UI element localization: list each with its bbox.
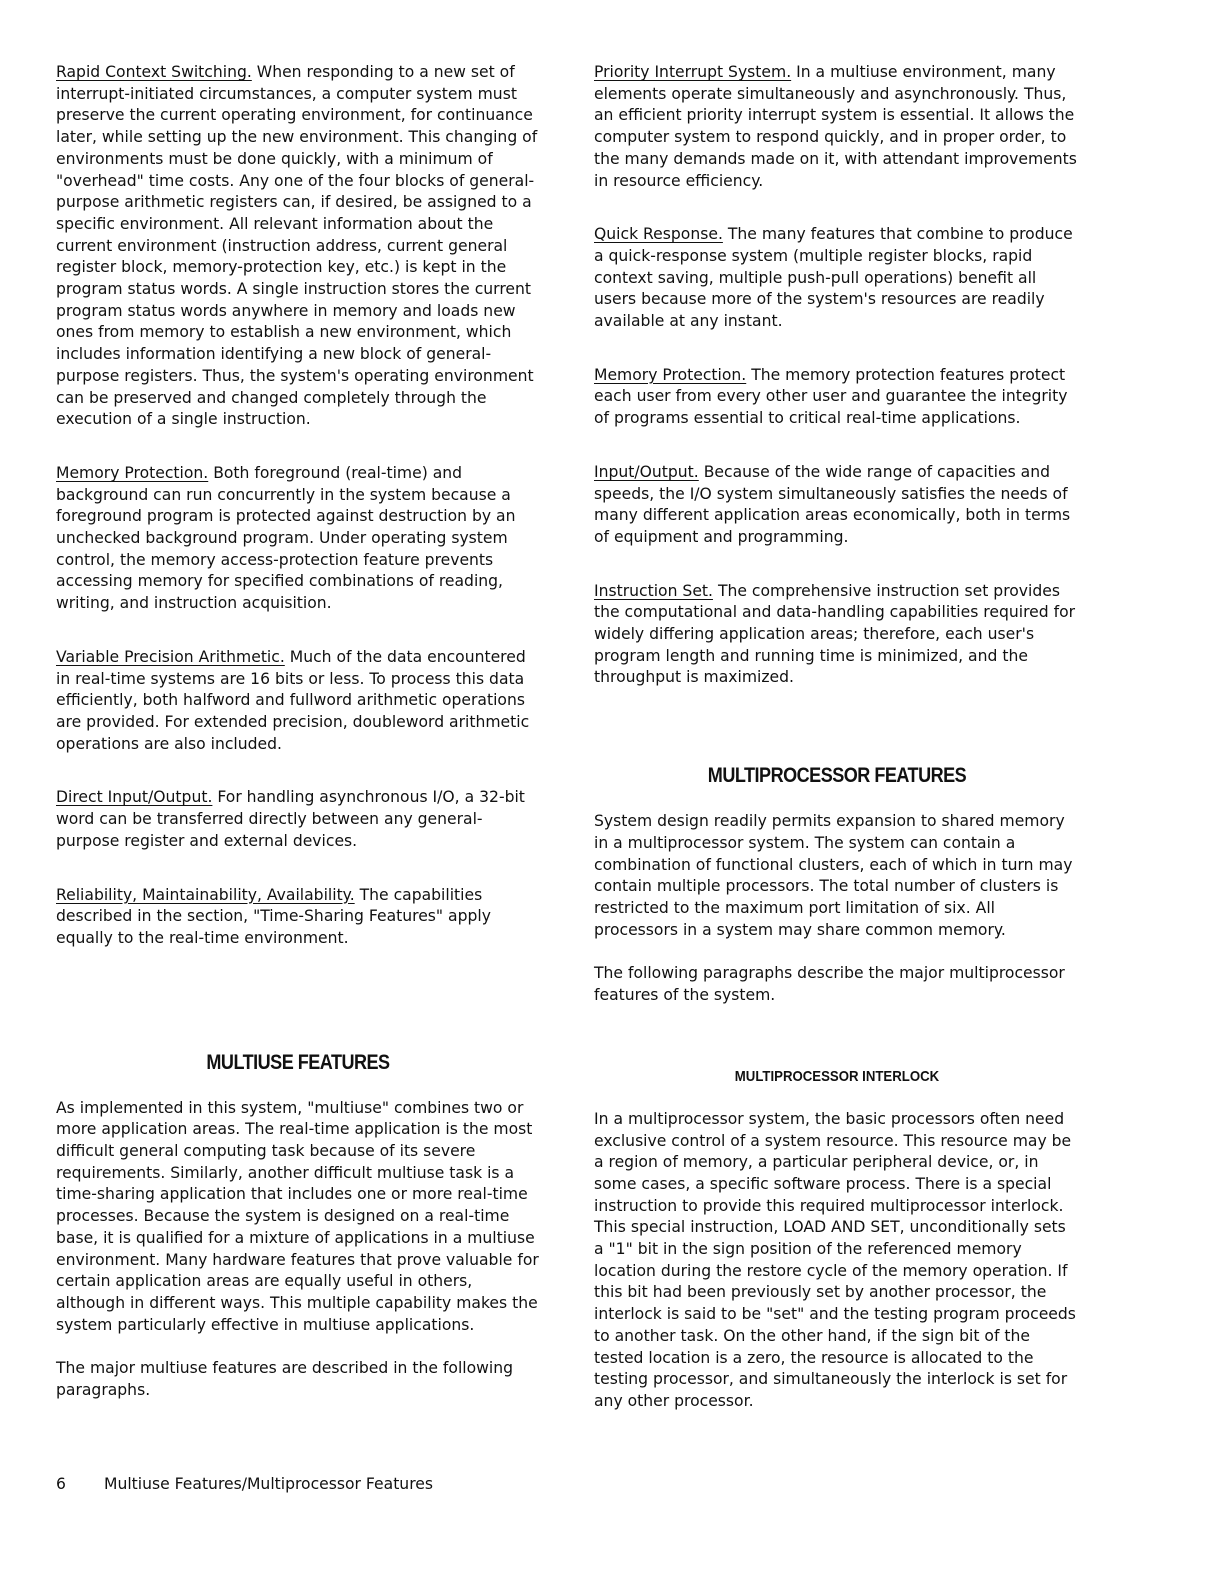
paragraph-lead: Memory Protection. xyxy=(56,463,209,482)
paragraph-body: Because of the wide range of capacities and speeds, the I/O system simultaneously satisfies the needs of many different application areas economically, both in terms of equipment and programming. xyxy=(594,462,1071,546)
paragraph-priority-interrupt xyxy=(594,62,1080,192)
paragraph-lead: Instruction Set. xyxy=(594,581,713,600)
paragraph-body: For handling asynchronous I/O, a 32-bit word can be transferred directly between any general-purpose register and external devices. xyxy=(56,788,525,850)
paragraph-rapid-context-switching xyxy=(56,62,540,431)
paragraph-body: The memory protection features protect each user from every other user and guarantee the integrity of programs essential to critical real-time applications. xyxy=(594,365,1068,428)
paragraph-body: The many features that combine to produce a quick-response system (multiple register blocks, rapid context saving, multiple push-pull operations) benefit all users because more of the system's resources are readily available at any instant. xyxy=(594,225,1073,331)
paragraph-interlock: In a multiprocessor system, the basic processors often need exclusive control of a system resource. This resource may be a region of memory, a particular peripheral device, or, in some cases, a specific software process. There is a special instruction to provide this required multiprocessor interlock. This special instruction, LOAD AND SET, unconditionally sets a "1" bit in the sign position of the referenced memory location during the restore cycle of the memory operation. If this bit had been previously set by another processor, the interlock is said to be "set" and the testing program proceeds to another task. On the other hand, if the sign bit of the tested location is a zero, the resource is allocated to the testing processor, and simultaneously the interlock is set for any other processor. xyxy=(594,1109,1076,1410)
paragraph-memory-protection xyxy=(56,463,540,615)
section-title-multiprocessor: MULTIPROCESSOR FEATURES xyxy=(707,764,967,788)
page-footer xyxy=(56,1475,433,1493)
paragraph-lead: Priority Interrupt System. xyxy=(594,63,792,81)
paragraph-body: The capabilities described in the section, "Time-Sharing Features" apply equally to the real-time environment. xyxy=(56,885,491,947)
section-title-multiuse: MULTIUSE FEATURES xyxy=(206,1050,390,1074)
paragraph-direct-io xyxy=(56,787,540,852)
paragraph-lead: Direct Input/Output. xyxy=(56,788,213,807)
paragraph-body: In a multiuse environment, many elements operate simultaneously and asynchronously. Thus, an efficient priority interrupt system is essential. It allows the computer system to respond quickly, and in proper order, to the many demands made on it, with attendant improvements in resource efficiency. xyxy=(594,63,1077,190)
left-column xyxy=(56,62,540,1402)
paragraph-multiuse-intro: As implemented in this system, "multiuse" combines two or more application areas. The real-time application is the most difficult general computing task because of its severe requirements. Similarly, another difficult multiuse task is a time-sharing application that includes one or more real-time processes. Because the system is designed on a real-time base, it is qualified for a mixture of applications in a multiuse environment. Many hardware features that prove valuable for certain application areas are equally useful in others, although in different ways. This multiple capability makes the system particularly effective in multiuse applications. xyxy=(56,1098,539,1334)
subsection-title-interlock: MULTIPROCESSOR INTERLOCK xyxy=(734,1067,940,1085)
paragraph-body: The comprehensive instruction set provides the computational and data-handling capabilities required for widely differing application areas; therefore, each user's program length and running time is minimized, and the throughput is maximized. xyxy=(594,581,1076,687)
footer-section-label: Multiuse Features/Multiprocessor Features xyxy=(104,1475,433,1493)
paragraph-variable-precision xyxy=(56,647,540,756)
paragraph-lead: Rapid Context Switching. xyxy=(56,63,252,81)
paragraph-lead: Quick Response. xyxy=(594,225,723,244)
paragraph-body: Both foreground (real-time) and background can run concurrently in the system because a foreground program is protected against destruction by an unchecked background program. Under operating system control, the memory access-protection feature prevents accessing memory for specified combinations of reading, writing, and instruction acquisition. xyxy=(56,463,516,613)
paragraph-body: When responding to a new set of interrupt-initiated circumstances, a computer system must preserve the current operating environment, for continuance later, while setting up the new environment. This changing of environments must be done quickly, with a minimum of "overhead" time costs. Any one of the four blocks of general-purpose arithmetic registers can, if desired, be assigned to a specific environment. All relevant information about the current environment (instruction address, current general register block, memory-protection key, etc.) is kept in the program status words. A single instruction stores the current program status words anywhere in memory and loads new ones from memory to establish a new environment, which includes information identifying a new block of general-purpose registers. Thus, the system's operating environment can be preserved and changed completely through the execution of a single instruction. xyxy=(56,63,538,429)
paragraph-body: Much of the data encountered in real-time systems are 16 bits or less. To process this data efficiently, both halfword and fullword arithmetic operations are provided. For extended precision, doubleword arithmetic operations are also included. xyxy=(56,647,530,753)
paragraph-multiuse-following: The major multiuse features are described in the following paragraphs. xyxy=(56,1359,514,1400)
paragraph-multiprocessor-following: The following paragraphs describe the major multiprocessor features of the system. xyxy=(594,964,1065,1005)
paragraph-reliability xyxy=(56,885,540,950)
paragraph-multiprocessor-intro: System design readily permits expansion to shared memory in a multiprocessor system. The system can contain a combination of functional clusters, each of which in turn may contain multiple processors. The total number of clusters is restricted to the maximum port limitation of six. All processors in a system may share common memory. xyxy=(594,812,1073,939)
paragraph-memory-protection-multiuse xyxy=(594,365,1080,430)
paragraph-lead: Reliability, Maintainability, Availability. xyxy=(56,885,355,904)
paragraph-quick-response xyxy=(594,224,1080,333)
paragraph-instruction-set xyxy=(594,581,1080,690)
paragraph-lead: Memory Protection. xyxy=(594,365,747,384)
paragraph-lead: Input/Output. xyxy=(594,462,699,481)
right-column xyxy=(594,62,1080,1413)
page-number: 6 xyxy=(56,1475,66,1493)
paragraph-lead: Variable Precision Arithmetic. xyxy=(56,647,285,666)
paragraph-input-output xyxy=(594,462,1080,549)
